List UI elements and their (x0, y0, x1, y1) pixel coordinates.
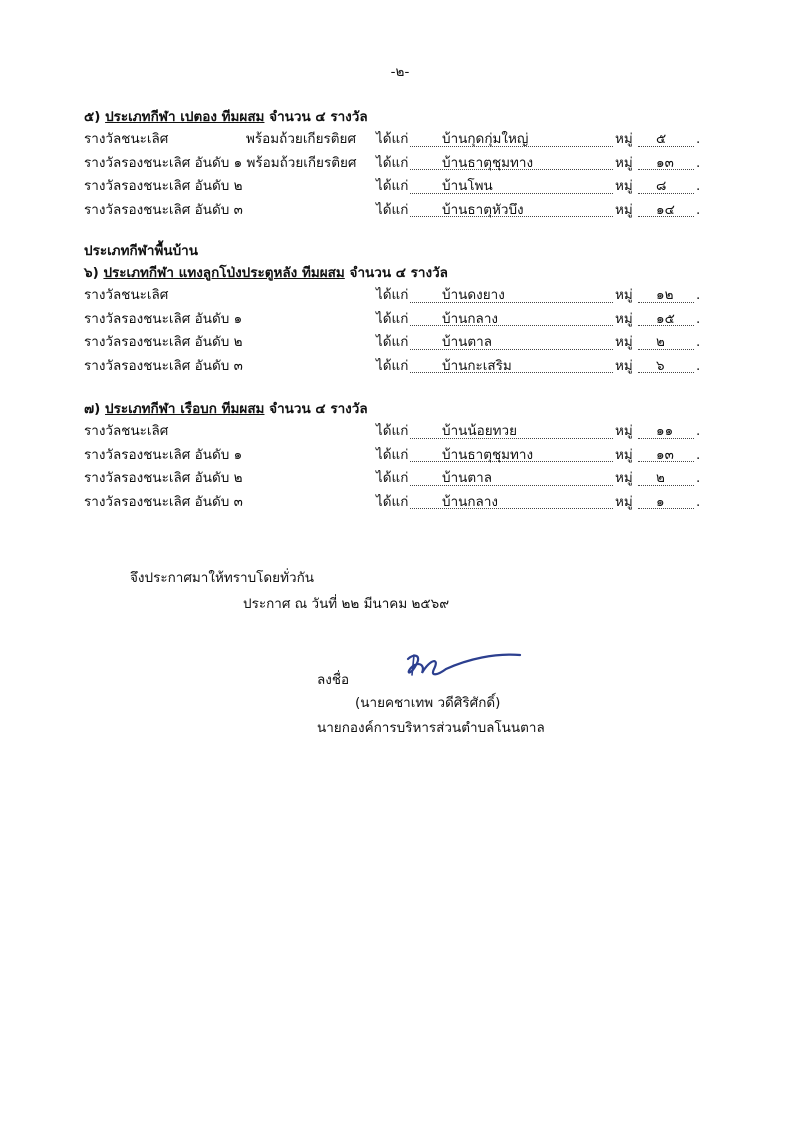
moo-number: ๒ (656, 334, 665, 350)
moo-number: ๑๒ (656, 287, 674, 303)
section-land-boat (84, 398, 704, 514)
moo-label: หมู่ (615, 470, 633, 486)
dotted-line (410, 485, 613, 486)
award-row (84, 128, 704, 152)
section-number: ๖) (84, 265, 99, 281)
dotted-line (410, 325, 613, 326)
award-recipient-label: ได้แก่ (376, 470, 409, 486)
dotted-line (638, 485, 694, 486)
award-row (84, 175, 704, 199)
section-award-count: จำนวน ๔ รางวัล (269, 401, 368, 417)
category-title: ประเภทกีฬาพื้นบ้าน (84, 243, 198, 259)
signer-position: นายกองค์การบริหารส่วนตำบลโนนตาล (317, 720, 545, 736)
row-end-period: . (696, 178, 701, 194)
moo-number: ๕ (656, 131, 667, 147)
award-row (84, 444, 704, 468)
award-row (84, 420, 704, 444)
section-number: ๕) (84, 109, 101, 125)
award-row (84, 152, 704, 176)
dotted-line (410, 193, 613, 194)
village-name: บ้านกะเสริม (442, 357, 512, 374)
award-recipient-label: ได้แก่ (376, 287, 409, 303)
village-name: บ้านกุดกุ่มใหญ่ (442, 131, 529, 147)
section-title (84, 398, 704, 420)
section-title (84, 106, 704, 128)
award-row (84, 199, 704, 223)
moo-label: หมู่ (615, 131, 633, 147)
award-recipient-label: ได้แก่ (376, 334, 409, 350)
village-name: บ้านกลาง (442, 310, 498, 327)
row-end-period: . (696, 446, 701, 463)
section-award-count: จำนวน ๔ รางวัล (269, 109, 368, 125)
moo-label: หมู่ (615, 423, 633, 439)
row-end-period: . (696, 131, 701, 147)
section-sport-name: ประเภทกีฬา เรือบก ทีมผสม (105, 401, 265, 417)
row-end-period: . (696, 423, 701, 439)
moo-label: หมู่ (615, 357, 633, 374)
signer-name: (นายคชาเทพ วดีศิริศักดิ์) (355, 695, 501, 711)
award-extra: พร้อมถ้วยเกียรติยศ (246, 131, 357, 147)
award-row (84, 331, 704, 355)
announcement-date: ประกาศ ณ วันที่ ๒๒ มีนาคม ๒๕๖๙ (243, 596, 450, 612)
section-award-count: จำนวน ๔ รางวัล (349, 265, 448, 281)
row-end-period: . (696, 287, 701, 303)
moo-number: ๖ (656, 357, 665, 374)
moo-label: หมู่ (615, 334, 633, 350)
village-name: บ้านตาล (442, 334, 492, 350)
village-name: บ้านน้อยทวย (442, 423, 518, 439)
moo-number: ๑๓ (656, 446, 674, 463)
award-recipient-label: ได้แก่ (376, 154, 409, 171)
award-name: รางวัลชนะเลิศ (84, 131, 169, 147)
award-row (84, 491, 704, 515)
moo-label: หมู่ (615, 201, 633, 218)
award-name: รางวัลรองชนะเลิศ อันดับ ๒ (84, 334, 243, 350)
moo-number: ๑๕ (656, 310, 675, 327)
moo-label: หมู่ (615, 446, 633, 463)
award-recipient-label: ได้แก่ (376, 310, 409, 327)
award-recipient-label: ได้แก่ (376, 446, 409, 463)
dotted-line (638, 349, 694, 350)
moo-number: ๘ (656, 178, 667, 194)
award-name: รางวัลชนะเลิศ (84, 287, 169, 303)
row-end-period: . (696, 201, 701, 218)
village-name: บ้านธาตุชุมทาง (442, 446, 534, 463)
award-name: รางวัลชนะเลิศ (84, 423, 169, 439)
moo-number: ๑ (656, 493, 665, 510)
award-row (84, 355, 704, 379)
village-name: บ้านโพน (442, 178, 493, 194)
dotted-line (638, 372, 694, 373)
section-balloon (84, 240, 704, 378)
row-end-period: . (696, 493, 701, 510)
row-end-period: . (696, 470, 701, 486)
award-name: รางวัลรองชนะเลิศ อันดับ ๓ (84, 201, 243, 218)
award-name: รางวัลรองชนะเลิศ อันดับ ๑ (84, 310, 243, 327)
section-sport-name: ประเภทกีฬา แทงลูกโป่งประตูหลัง ทีมผสม (103, 265, 345, 281)
row-end-period: . (696, 334, 701, 350)
row-end-period: . (696, 357, 701, 374)
award-row (84, 467, 704, 491)
dotted-line (410, 349, 613, 350)
award-recipient-label: ได้แก่ (376, 357, 409, 374)
moo-number: ๑๔ (656, 201, 675, 218)
dotted-line (410, 508, 613, 509)
award-row (84, 284, 704, 308)
award-name: รางวัลรองชนะเลิศ อันดับ ๑ พร้อมถ้วยเกียรติยศ (84, 154, 357, 171)
moo-label: หมู่ (615, 287, 633, 303)
award-recipient-label: ได้แก่ (376, 201, 409, 218)
village-name: บ้านกลาง (442, 493, 498, 510)
village-name: บ้านธาตุชุมทาง (442, 154, 534, 171)
village-name: บ้านธาตุหัวบึง (442, 201, 524, 218)
award-recipient-label: ได้แก่ (376, 131, 409, 147)
moo-label: หมู่ (615, 154, 633, 171)
village-name: บ้านดงยาง (442, 287, 505, 303)
row-end-period: . (696, 154, 701, 171)
signature-label: ลงชื่อ (317, 672, 350, 688)
section-title (84, 262, 704, 284)
award-row (84, 308, 704, 332)
award-name: รางวัลรองชนะเลิศ อันดับ ๒ (84, 470, 243, 486)
village-name: บ้านตาล (442, 470, 492, 486)
moo-number: ๑๓ (656, 154, 674, 171)
section-sport-name: ประเภทกีฬา เปตอง ทีมผสม (105, 109, 265, 125)
award-recipient-label: ได้แก่ (376, 493, 409, 510)
award-name: รางวัลรองชนะเลิศ อันดับ ๑ (84, 446, 243, 463)
moo-number: ๒ (656, 470, 665, 486)
dotted-line (410, 302, 613, 303)
page-number: -๒- (390, 64, 410, 80)
section-petanque (84, 106, 704, 222)
announcement-text: จึงประกาศมาให้ทราบโดยทั่วกัน (130, 570, 314, 586)
award-name: รางวัลรองชนะเลิศ อันดับ ๓ (84, 357, 243, 374)
moo-label: หมู่ (615, 310, 633, 327)
award-name: รางวัลรองชนะเลิศ อันดับ ๓ (84, 493, 243, 510)
section-number: ๗) (84, 401, 101, 417)
signature-image (400, 645, 525, 690)
award-recipient-label: ได้แก่ (376, 423, 409, 439)
moo-label: หมู่ (615, 493, 633, 510)
moo-number: ๑๑ (656, 423, 674, 439)
row-end-period: . (696, 310, 701, 327)
award-name: รางวัลรองชนะเลิศ อันดับ ๒ (84, 178, 243, 194)
moo-label: หมู่ (615, 178, 633, 194)
dotted-line (638, 508, 694, 509)
award-recipient-label: ได้แก่ (376, 178, 409, 194)
